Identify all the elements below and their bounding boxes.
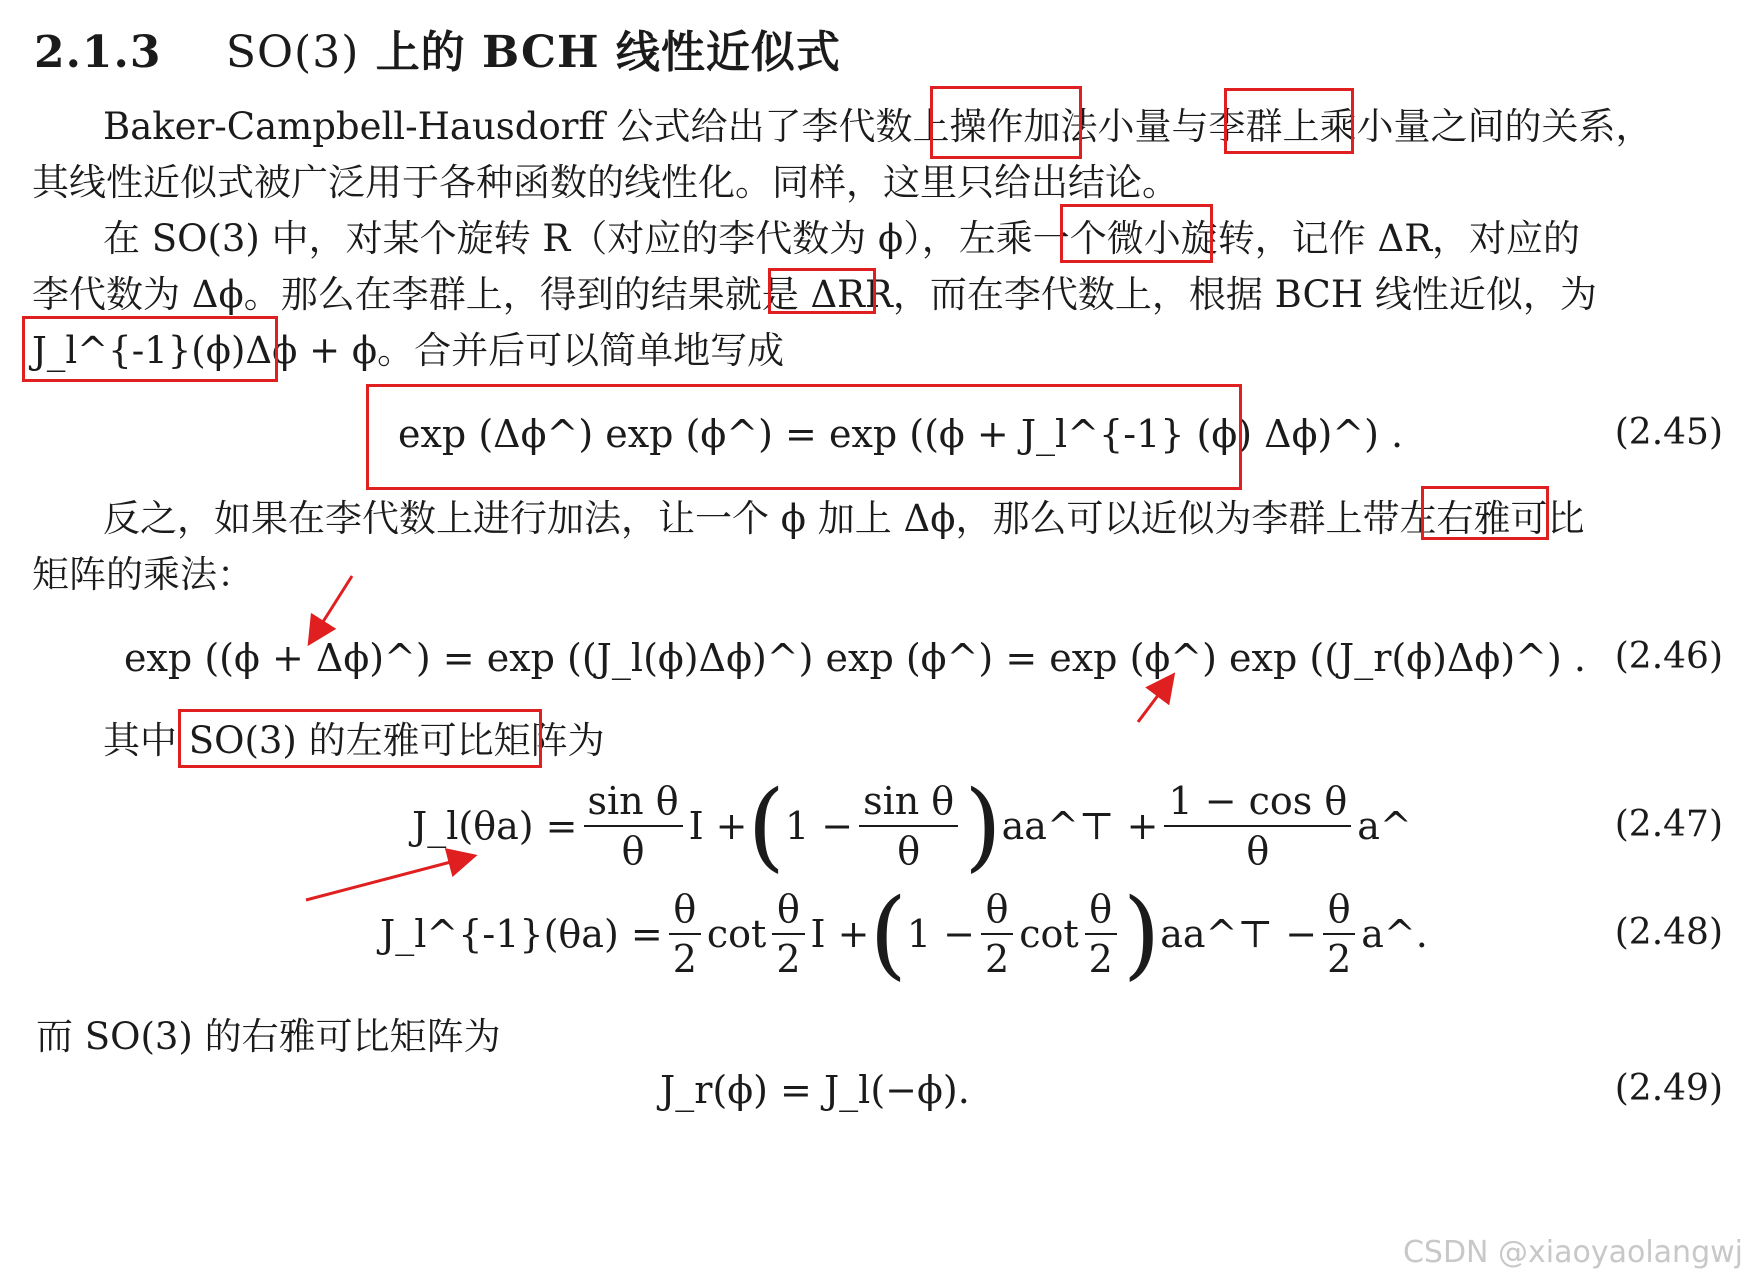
eq248-lhs: J_l^{-1}(θa) =: [380, 912, 663, 956]
eq248-frac4-denominator: 2: [1088, 937, 1113, 981]
paragraph-3-line-1: 反之，如果在李代数上进行加法，让一个 ϕ 加上 Δϕ，那么可以近似为李群上带左右雅可比: [103, 497, 1585, 540]
eq248-paren-pre: 1 −: [906, 912, 976, 956]
equation-number-2-45: (2.45): [1614, 412, 1723, 453]
equation-2-49: J_r(ϕ) = J_l(−ϕ).: [660, 1068, 970, 1112]
eq247-frac1-numerator: sin θ: [584, 777, 683, 827]
eq247-term2-suffix: aa^⊤ +: [1001, 804, 1159, 848]
paragraph-4-line-1: 其中 SO(3) 的左雅可比矩阵为: [103, 719, 605, 762]
eq248-left-paren: (: [869, 878, 907, 990]
eq248-term4-suffix: aa^⊤ −: [1160, 912, 1318, 956]
eq247-frac1-denominator: θ: [621, 829, 645, 873]
equation-2-45: exp (Δϕ^) exp (ϕ^) = exp ((ϕ + J_l^{-1} (ϕ) Δϕ)^) .: [398, 412, 1404, 456]
eq248-right-paren: ): [1122, 878, 1161, 990]
eq248-frac1-denominator: 2: [672, 937, 697, 981]
paragraph-2-line-2: 李代数为 Δϕ。那么在李群上，得到的结果就是 ΔRR，而在李代数上，根据 BCH 线性近似，为: [32, 273, 1597, 316]
eq247-term3-suffix: a^: [1357, 804, 1412, 848]
eq247-right-paren: ): [964, 770, 1002, 882]
paragraph-2-line-3: J_l^{-1}(ϕ)Δϕ + ϕ。合并后可以简单地写成: [32, 329, 785, 372]
equation-number-2-47: (2.47): [1614, 804, 1723, 845]
eq248-frac4-numerator: θ: [1085, 885, 1117, 935]
eq248-frac1-numerator: θ: [669, 885, 701, 935]
eq247-paren-pre: 1 −: [784, 804, 854, 848]
eq248-cot-2: cot: [1019, 912, 1079, 956]
eq247-frac3-denominator: θ: [1246, 829, 1270, 873]
section-title-prefix: SO(3): [225, 27, 360, 78]
section-number: 2.1.3: [34, 27, 162, 78]
eq247-frac2-numerator: sin θ: [859, 777, 958, 827]
section-title: 上的 BCH 线性近似式: [375, 27, 841, 78]
equation-number-2-48: (2.48): [1614, 912, 1723, 953]
eq247-lhs: J_l(θa) =: [412, 804, 578, 848]
eq248-term5-suffix: a^.: [1361, 912, 1428, 956]
paragraph-3-line-2: 矩阵的乘法：: [32, 553, 254, 596]
equation-2-46: exp ((ϕ + Δϕ)^) = exp ((J_l(ϕ)Δϕ)^) exp (ϕ^) = exp (ϕ^) exp ((J_r(ϕ)Δϕ)^) .: [124, 636, 1586, 680]
eq247-frac2-denominator: θ: [897, 829, 921, 873]
arrow-to-delta-phi: [314, 576, 352, 636]
eq248-frac2-numerator: θ: [772, 885, 804, 935]
eq247-left-paren: (: [747, 770, 785, 882]
eq248-frac3-numerator: θ: [981, 885, 1013, 935]
eq248-term2-suffix: I +: [810, 912, 870, 956]
equation-number-2-46: (2.46): [1614, 636, 1723, 677]
paragraph-2-line-1: 在 SO(3) 中，对某个旋转 R（对应的李代数为 ϕ），左乘一个微小旋转，记作 ΔR，对应的: [103, 217, 1581, 260]
arrow-to-jr: [1138, 682, 1168, 722]
watermark: CSDN @xiaoyaolangwj: [1402, 1235, 1743, 1270]
eq247-term1-suffix: I +: [688, 804, 748, 848]
eq248-frac2-denominator: 2: [776, 937, 801, 981]
paragraph-1-line-1: Baker-Campbell-Hausdorff 公式给出了李代数上操作加法小量与李群上乘小量之间的关系，: [103, 105, 1653, 148]
eq248-frac5-denominator: 2: [1327, 937, 1352, 981]
eq248-frac3-denominator: 2: [985, 937, 1010, 981]
eq247-frac3-numerator: 1 − cos θ: [1164, 777, 1351, 827]
paragraph-5-line-1: 而 SO(3) 的右雅可比矩阵为: [36, 1015, 501, 1058]
eq248-cot-1: cot: [706, 912, 767, 956]
arrow-to-jl: [306, 858, 466, 900]
equation-number-2-49: (2.49): [1614, 1068, 1723, 1109]
eq248-frac5-numerator: θ: [1323, 885, 1355, 935]
paragraph-1-line-2: 其线性近似式被广泛用于各种函数的线性化。同样，这里只给出结论。: [32, 161, 1179, 204]
